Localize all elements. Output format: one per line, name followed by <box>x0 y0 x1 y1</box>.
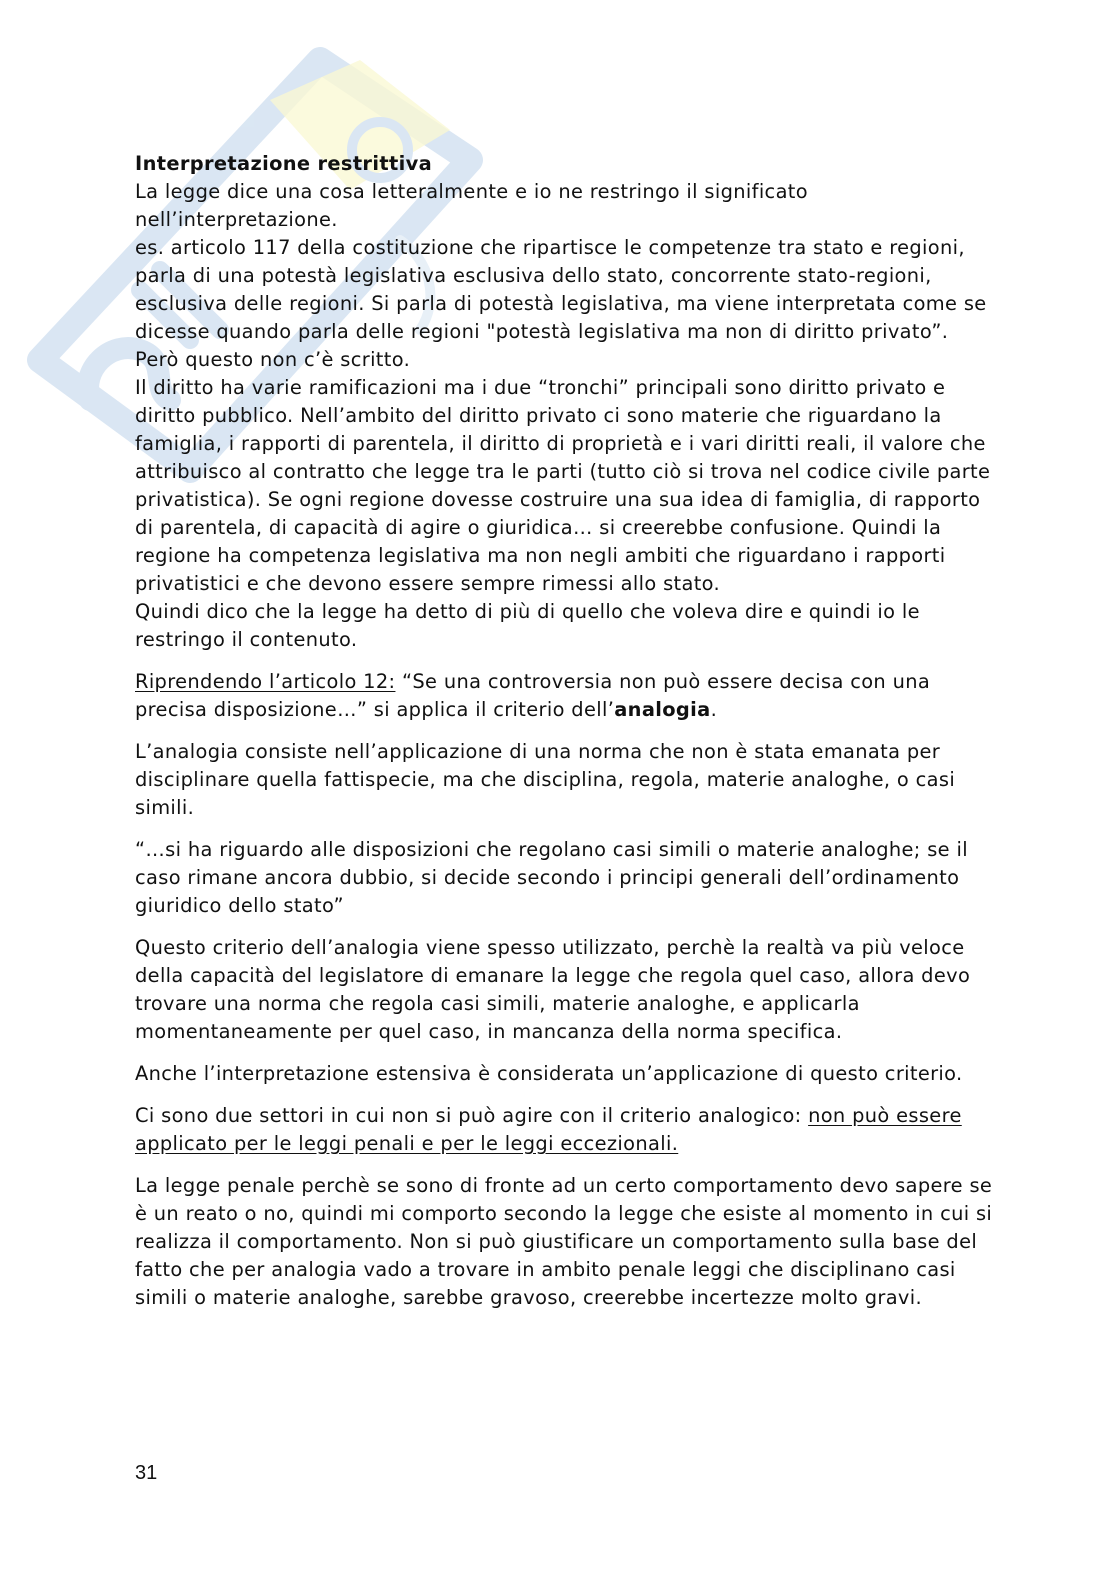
section-heading: Interpretazione restrittiva <box>135 152 433 175</box>
paragraph: Anche l’interpretazione estensiva è considerata un’applicazione di questo criterio. <box>135 1062 963 1085</box>
exceptions-intro: Ci sono due settori in cui non si può agire con il criterio analogico: <box>135 1104 809 1127</box>
paragraph: Quindi dico che la legge ha detto di più di quello che voleva dire e quindi io le restringo il contenuto. <box>135 600 920 651</box>
paragraph-article-12 <box>135 668 995 724</box>
sentence-end: . <box>710 698 718 721</box>
paragraph: La legge penale perchè se sono di fronte ad un certo comportamento devo sapere se è un reato o no, quindi mi comporto secondo la legge che esiste al momento in cui si realizza il comportamento. Non si può giustificare un comportamento sulla base del fatto che per analogia vado a trovare in ambito penale leggi che disciplinano casi simili o materie analoghe, sarebbe gravoso, creerebbe incertezze molto gravi. <box>135 1174 993 1309</box>
paragraph: L’analogia consiste nell’applicazione di una norma che non è stata emanata per disciplinare quella fattispecie, ma che disciplina, regola, materie analoghe, o casi simili. <box>135 740 956 819</box>
analogy-term: analogia <box>614 698 711 721</box>
paragraph: Questo criterio dell’analogia viene spesso utilizzato, perchè la realtà va più veloce della capacità del legislatore di emanare la legge che regola quel caso, allora devo trovare una norma che regola casi simili, materie analoghe, e applicarla momentaneamente per quel caso, in mancanza della norma specifica. <box>135 936 971 1043</box>
exceptions-underlined: non può essere applicato per le leggi penali e per le leggi eccezionali. <box>135 1104 962 1155</box>
quote-paragraph: “…si ha riguardo alle disposizioni che regolano casi simili o materie analoghe; se il caso rimane ancora dubbio, si decide secondo i principi generali dell’ordinamento giuridico dello stato” <box>135 838 968 917</box>
paragraph-exceptions <box>135 1102 995 1158</box>
paragraph: es. articolo 117 della costituzione che ripartisce le competenze tra stato e regioni, parla di una potestà legislativa esclusiva dello stato, concorrente stato-regioni, esclusiva delle regioni. Si parla di potestà legislativa, ma viene interpretata come se dicesse quando parla delle regioni "potestà legislativa ma non di diritto privato”. Però questo non c’è scritto. <box>135 236 987 371</box>
article-reference: Riprendendo l’articolo 12: <box>135 670 396 693</box>
document-body <box>135 150 995 1312</box>
paragraph: Il diritto ha varie ramificazioni ma i due “tronchi” principali sono diritto privato e diritto pubblico. Nell’ambito del diritto privato ci sono materie che riguardano la famiglia, i rapporti di parentela, il diritto di proprietà e i vari diritti reali, il valore che attribuisco al contratto che legge tra le parti (tutto ciò si trova nel codice civile parte privatistica). Se ogni regione dovesse costruire una sua idea di famiglia, di rapporto di parentela, di capacità di agire o giuridica… si creerebbe confusione. Quindi la regione ha competenza legislativa ma non negli ambiti che riguardano i rapporti privatistici e che devono essere sempre rimessi allo stato. <box>135 376 991 595</box>
paragraph: La legge dice una cosa letteralmente e io ne restringo il significato nell’interpretazione. <box>135 180 808 231</box>
page-number: 31 <box>135 1462 158 1484</box>
article-quote: “Se una controversia non può essere decisa con una precisa disposizione…” si applica il criterio dell’ <box>135 670 931 721</box>
